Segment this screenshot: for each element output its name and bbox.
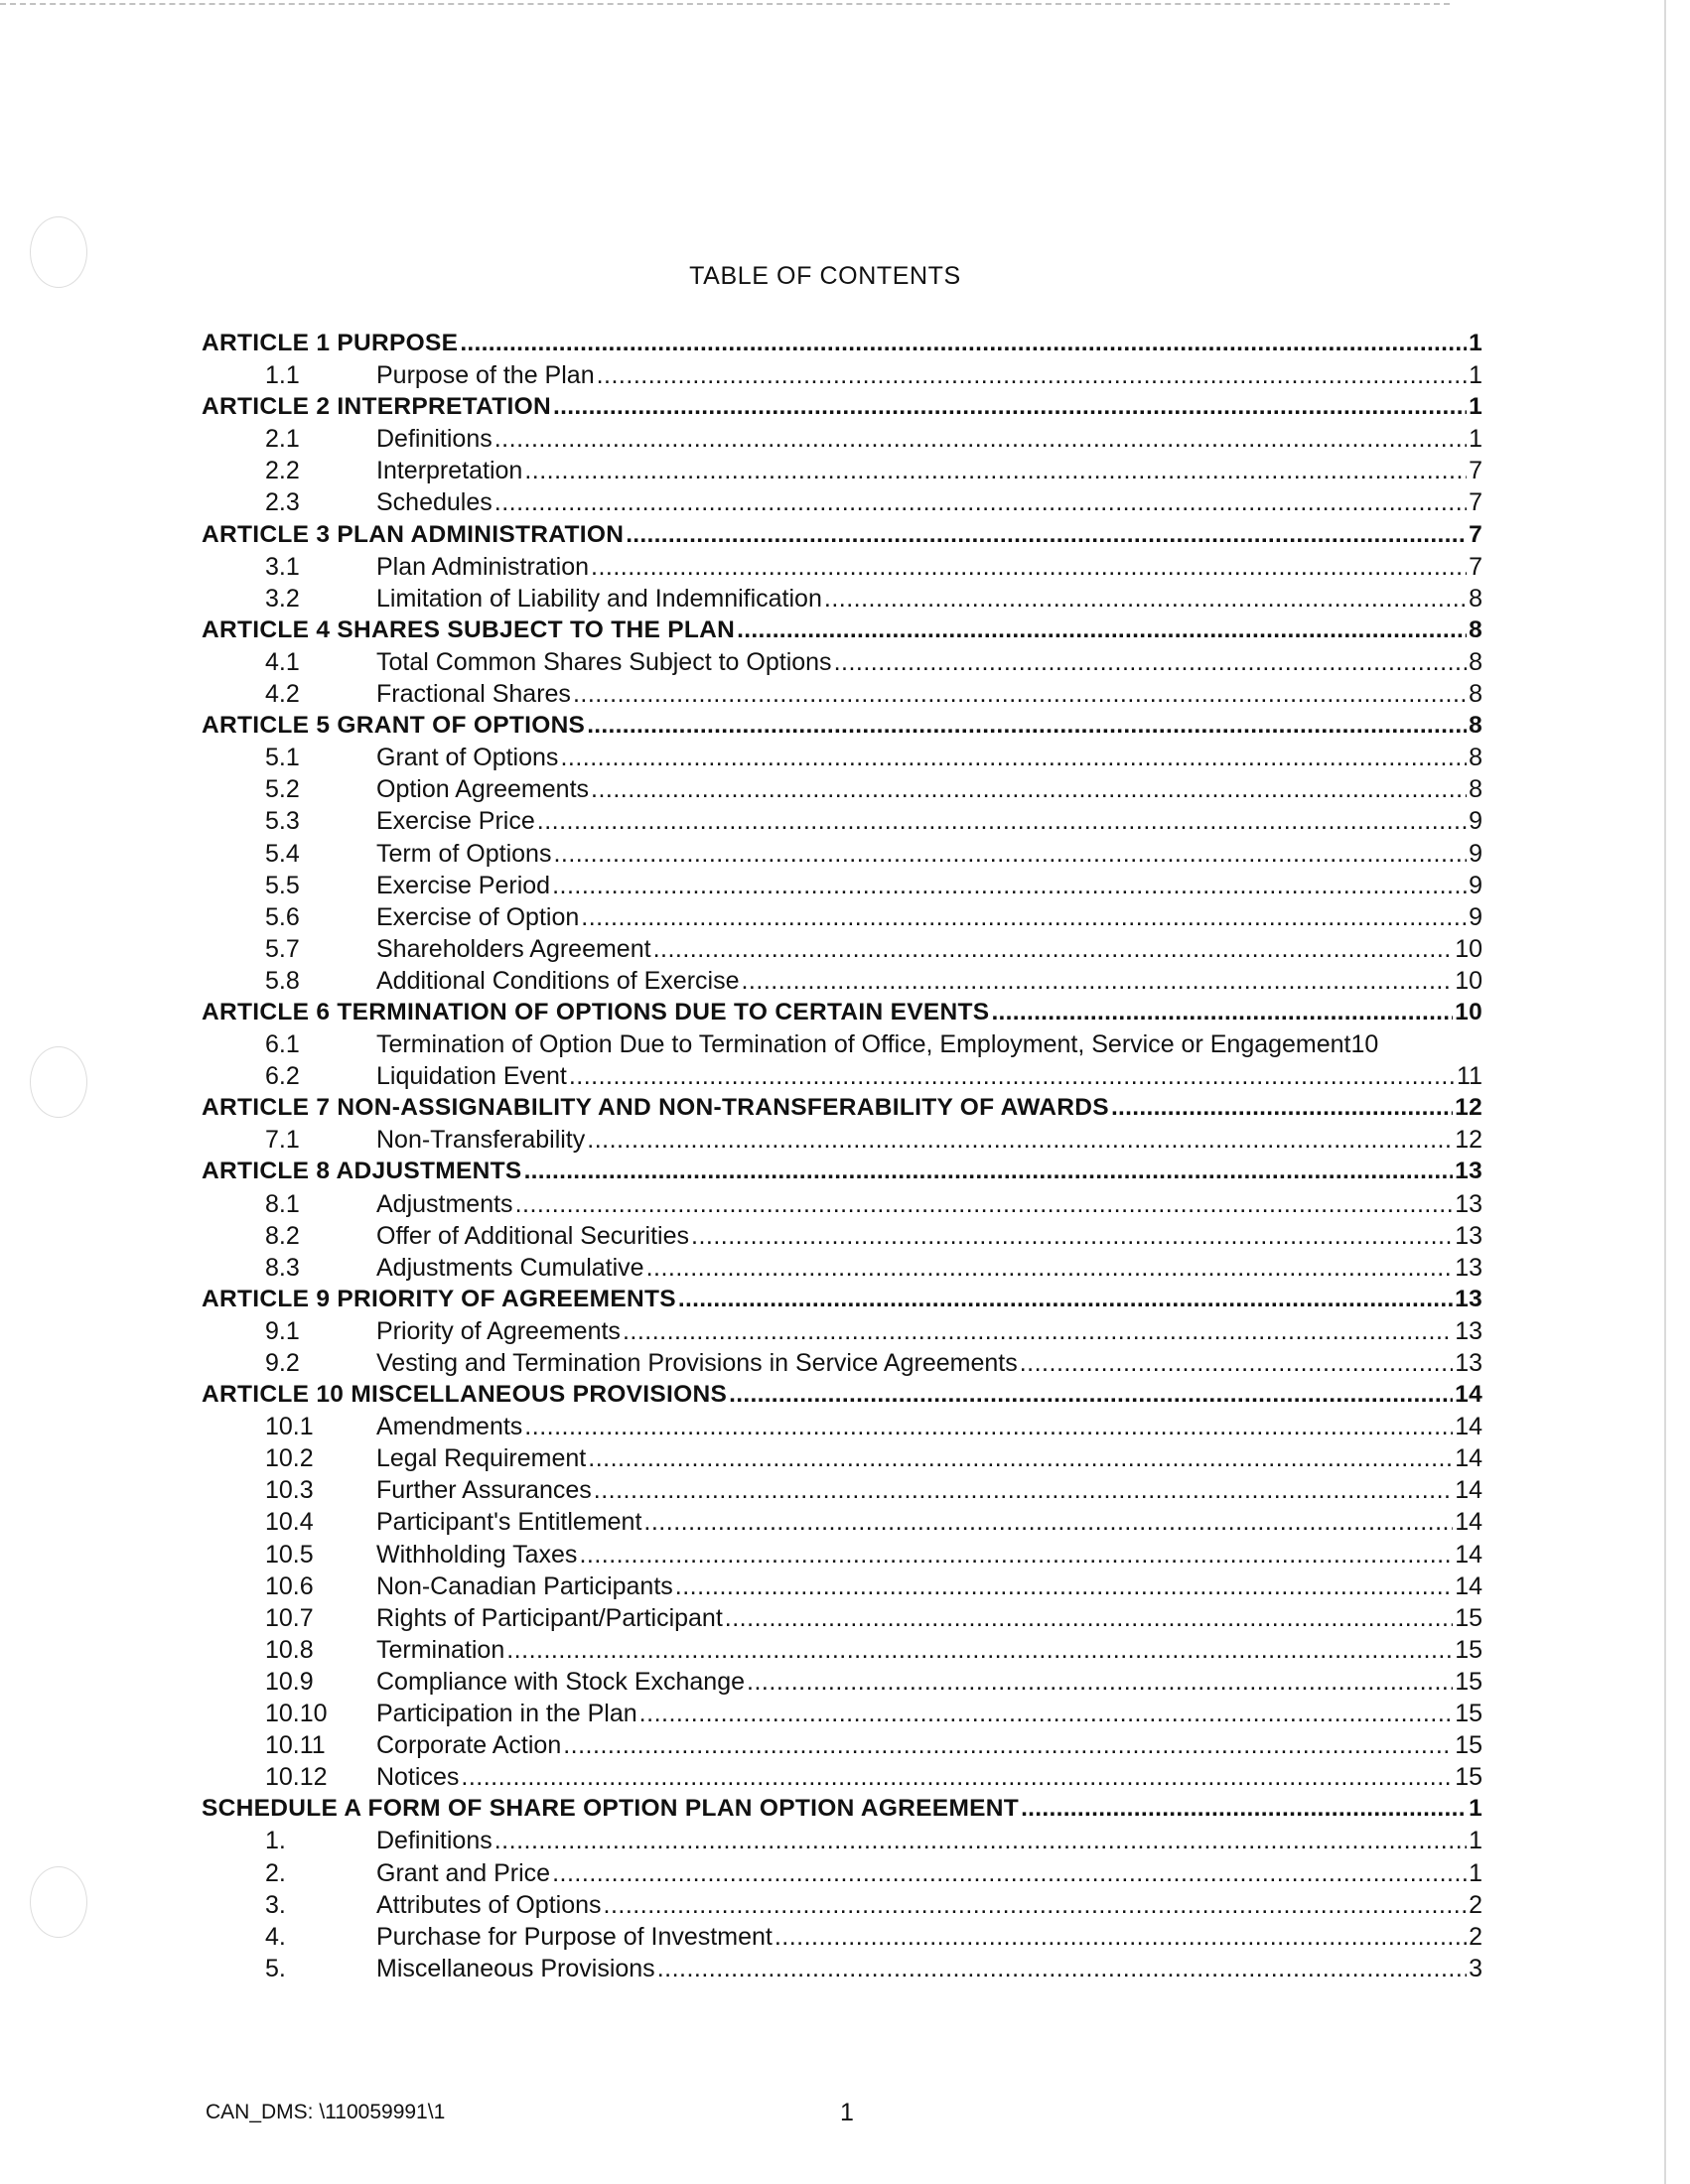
toc-page-number: 1 [1469, 425, 1482, 454]
toc-page-number: 1 [1469, 361, 1482, 390]
toc-section-entry[interactable] [202, 1666, 1482, 1698]
toc-section-title: Adjustments Cumulative [376, 1253, 644, 1282]
toc-page-number: 13 [1455, 1285, 1482, 1312]
toc-section-number: 2.1 [265, 425, 300, 454]
toc-page-number: 1 [1469, 1795, 1482, 1823]
toc-page-number: 7 [1469, 552, 1482, 581]
toc-section-entry[interactable] [202, 455, 1482, 486]
toc-section-entry[interactable] [202, 678, 1482, 710]
dot-leader [524, 1156, 1454, 1187]
toc-page-number: 12 [1455, 1126, 1482, 1155]
toc-section-number: 8.2 [265, 1221, 300, 1250]
toc-page-number: 10 [1455, 998, 1482, 1025]
dot-leader [824, 583, 1467, 614]
toc-page-number: 13 [1455, 1221, 1482, 1250]
toc-section-entry[interactable] [202, 1411, 1482, 1442]
toc-section-number: 7.1 [265, 1126, 300, 1155]
toc-page-number: 7 [1469, 488, 1482, 517]
toc-page-number: 8 [1469, 680, 1482, 709]
toc-page-number: 10 [1455, 934, 1482, 963]
dot-leader [587, 1124, 1453, 1156]
toc-page-number: 2 [1469, 1890, 1482, 1919]
toc-section-title: Vesting and Termination Provisions in Service Agreements [376, 1349, 1018, 1377]
dot-leader [591, 551, 1467, 583]
toc-section-number: 4. [265, 1922, 286, 1951]
toc-section-number: 10.10 [265, 1700, 328, 1728]
toc-page-number: 9 [1469, 902, 1482, 931]
dot-leader [569, 1060, 1455, 1092]
toc-section-entry[interactable] [202, 1825, 1482, 1856]
toc-section-entry[interactable] [202, 486, 1482, 518]
toc-section-number: 5.7 [265, 934, 300, 963]
toc-section-entry[interactable] [202, 1889, 1482, 1921]
toc-section-entry[interactable] [202, 359, 1482, 391]
dot-leader [587, 710, 1467, 742]
toc-page-number: 1 [1469, 1827, 1482, 1855]
toc-section-title: Grant and Price [376, 1858, 551, 1887]
toc-section-number: 5.1 [265, 744, 300, 772]
toc-section-number: 4.2 [265, 680, 300, 709]
toc-section-title: Exercise Period [376, 871, 551, 899]
toc-section-title: Liquidation Event [376, 1062, 567, 1091]
toc-section-title: Interpretation [376, 457, 523, 485]
dot-leader [573, 678, 1467, 710]
toc-page-number: 15 [1455, 1763, 1482, 1792]
toc-page-number: 9 [1469, 807, 1482, 836]
toc-article-entry[interactable] [202, 519, 1482, 551]
toc-section-entry[interactable] [202, 1539, 1482, 1570]
toc-section-number: 3.1 [265, 552, 300, 581]
dot-leader [524, 1411, 1453, 1442]
toc-section-title: Notices [376, 1763, 460, 1792]
toc-article-entry[interactable] [202, 1092, 1482, 1124]
toc-section-number: 5.3 [265, 807, 300, 836]
toc-section-entry[interactable] [202, 646, 1482, 678]
dot-leader [604, 1889, 1468, 1921]
toc-section-entry[interactable] [202, 1506, 1482, 1538]
toc-section-entry[interactable] [202, 1252, 1482, 1284]
toc-page-number: 14 [1455, 1381, 1482, 1409]
toc-section-title: Definitions [376, 425, 493, 454]
toc-section-number: 3. [265, 1890, 286, 1919]
toc-page-number: 1 [1469, 330, 1482, 356]
punch-hole-mark [30, 1866, 87, 1938]
toc-title: TABLE OF CONTENTS [689, 262, 961, 290]
dot-leader [461, 1761, 1453, 1793]
toc-section-title: Further Assurances [376, 1476, 592, 1505]
toc-section-entry[interactable] [202, 583, 1482, 614]
toc-page-number: 7 [1469, 520, 1482, 548]
dot-leader [563, 1729, 1453, 1761]
toc-page-number: 9 [1469, 839, 1482, 868]
toc-page-number: 13 [1455, 1158, 1482, 1185]
toc-page-number: 15 [1455, 1603, 1482, 1632]
toc-page-number: 13 [1455, 1349, 1482, 1377]
toc-section-number: 10.8 [265, 1635, 314, 1664]
toc-article-title: ARTICLE 3 PLAN ADMINISTRATION [202, 520, 625, 548]
toc-article-title: ARTICLE 4 SHARES SUBJECT TO THE PLAN [202, 615, 736, 643]
dot-leader [691, 1220, 1453, 1252]
toc-section-number: 3.2 [265, 584, 300, 613]
toc-section-title: Shareholders Agreement [376, 934, 651, 963]
toc-section-number: 10.1 [265, 1413, 314, 1441]
toc-article-entry[interactable] [202, 1284, 1482, 1315]
toc-section-entry[interactable] [202, 805, 1482, 837]
toc-section-number: 1. [265, 1827, 286, 1855]
dot-leader [515, 1188, 1454, 1220]
dot-leader [626, 519, 1467, 551]
toc-article-title: ARTICLE 9 PRIORITY OF AGREEMENTS [202, 1285, 676, 1312]
toc-section-title: Adjustments [376, 1189, 513, 1218]
dot-leader [494, 1825, 1467, 1856]
dot-leader [729, 1379, 1453, 1411]
toc-section-title: Purchase for Purpose of Investment [376, 1922, 773, 1951]
toc-section-title: Miscellaneous Provisions [376, 1954, 655, 1982]
toc-page-number: 11 [1457, 1062, 1482, 1091]
toc-section-entry[interactable] [202, 1634, 1482, 1666]
dot-leader [775, 1921, 1467, 1953]
toc-section-title: Non-Canadian Participants [376, 1571, 673, 1600]
toc-section-number: 6.1 [265, 1030, 300, 1059]
toc-section-title: Additional Conditions of Exercise [376, 966, 740, 995]
toc-section-entry[interactable] [202, 1347, 1482, 1379]
toc-article-title: ARTICLE 5 GRANT OF OPTIONS [202, 712, 586, 740]
toc-section-title: Priority of Agreements [376, 1316, 621, 1345]
dot-leader [657, 1953, 1467, 1984]
toc-section-number: 8.3 [265, 1253, 300, 1282]
toc-section-title: Amendments [376, 1413, 523, 1441]
toc-section-entry[interactable] [202, 551, 1482, 583]
toc-section-entry[interactable] [202, 1060, 1482, 1092]
dot-leader [579, 1539, 1453, 1570]
toc-section-title: Rights of Participant/Participant [376, 1603, 723, 1632]
toc-page-number: 1 [1469, 393, 1482, 421]
toc-section-number: 2.3 [265, 488, 300, 517]
toc-page-number: 15 [1455, 1700, 1482, 1728]
toc-section-title: Termination of Option Due to Termination of Office, Employment, Service or Engagement [376, 1030, 1351, 1059]
dot-leader [524, 455, 1467, 486]
scan-artifact-right-edge [1664, 0, 1666, 2184]
dot-leader [588, 1442, 1453, 1474]
dot-leader [553, 391, 1467, 423]
toc-section-entry[interactable] [202, 742, 1482, 773]
toc-article-entry[interactable] [202, 391, 1482, 423]
toc-article-entry[interactable] [202, 1379, 1482, 1411]
toc-page-number: 2 [1469, 1922, 1482, 1951]
dot-leader [460, 328, 1467, 359]
dot-leader [1021, 1793, 1467, 1825]
toc-page-number: 15 [1455, 1667, 1482, 1696]
toc-page-number: 8 [1469, 584, 1482, 613]
toc-section-entry[interactable] [202, 965, 1482, 997]
toc-section-entry[interactable] [202, 870, 1482, 901]
toc-section-number: 10.9 [265, 1667, 314, 1696]
dot-leader [725, 1602, 1453, 1634]
toc-section-number: 5. [265, 1954, 286, 1982]
toc-article-title: SCHEDULE A FORM OF SHARE OPTION PLAN OPTION AGREEMENT [202, 1795, 1020, 1823]
toc-section-entry[interactable] [202, 1921, 1482, 1953]
toc-section-number: 8.1 [265, 1189, 300, 1218]
toc-page-number: 14 [1455, 1540, 1482, 1569]
dot-leader [1020, 1347, 1453, 1379]
toc-article-title: ARTICLE 7 NON-ASSIGNABILITY AND NON-TRANSFERABILITY OF AWARDS [202, 1094, 1109, 1122]
toc-section-entry[interactable] [202, 1028, 1482, 1060]
toc-section-title: Exercise Price [376, 807, 535, 836]
toc-section-number: 5.6 [265, 902, 300, 931]
toc-section-number: 5.5 [265, 871, 300, 899]
dot-leader [591, 773, 1467, 805]
dot-leader [506, 1634, 1453, 1666]
dot-leader [741, 965, 1453, 997]
toc-page-number: 13 [1455, 1316, 1482, 1345]
toc-article-title: ARTICLE 10 MISCELLANEOUS PROVISIONS [202, 1381, 728, 1409]
footer-page-number: 1 [840, 2099, 854, 2126]
toc-section-title: Withholding Taxes [376, 1540, 578, 1569]
toc-article-entry[interactable] [202, 1156, 1482, 1187]
toc-section-title: Schedules [376, 488, 493, 517]
toc-page-number: 15 [1455, 1635, 1482, 1664]
toc-section-entry[interactable] [202, 1570, 1482, 1602]
toc-section-number: 1.1 [265, 361, 300, 390]
dot-leader [1111, 1092, 1453, 1124]
dot-leader [834, 646, 1468, 678]
toc-section-number: 5.4 [265, 839, 300, 868]
punch-hole-mark [30, 1046, 87, 1118]
scan-artifact-top-line [0, 3, 1450, 5]
toc-section-title: Definitions [376, 1827, 493, 1855]
toc-section-entry[interactable] [202, 1315, 1482, 1347]
toc-page-number: 10 [1455, 966, 1482, 995]
toc-page-number: 10 [1350, 1030, 1379, 1059]
toc-section-title: Limitation of Liability and Indemnification [376, 584, 822, 613]
toc-section-entry[interactable] [202, 1953, 1482, 1984]
toc-section-title: Total Common Shares Subject to Options [376, 647, 832, 676]
toc-section-number: 9.1 [265, 1316, 300, 1345]
toc-section-title: Exercise of Option [376, 902, 580, 931]
toc-section-entry[interactable] [202, 1602, 1482, 1634]
toc-section-title: Corporate Action [376, 1731, 562, 1760]
toc-section-number: 10.2 [265, 1444, 314, 1473]
toc-section-title: Participant's Entitlement [376, 1508, 642, 1537]
dot-leader [623, 1315, 1453, 1347]
toc-section-number: 10.4 [265, 1508, 314, 1537]
dot-leader [639, 1698, 1454, 1729]
toc-section-number: 10.11 [265, 1731, 326, 1760]
toc-article-title: ARTICLE 2 INTERPRETATION [202, 393, 552, 421]
dot-leader [747, 1666, 1453, 1698]
toc-section-entry[interactable] [202, 423, 1482, 455]
toc-section-number: 10.6 [265, 1571, 314, 1600]
dot-leader [537, 805, 1467, 837]
toc-list [202, 328, 1482, 1984]
dot-leader [675, 1570, 1453, 1602]
toc-section-title: Non-Transferability [376, 1126, 586, 1155]
dot-leader [678, 1284, 1453, 1315]
dot-leader [560, 742, 1467, 773]
toc-section-entry[interactable] [202, 1124, 1482, 1156]
toc-section-entry[interactable] [202, 1761, 1482, 1793]
toc-page-number: 14 [1455, 1508, 1482, 1537]
toc-section-number: 10.5 [265, 1540, 314, 1569]
dot-leader [653, 933, 1454, 965]
toc-section-title: Compliance with Stock Exchange [376, 1667, 746, 1696]
toc-section-entry[interactable] [202, 838, 1482, 870]
toc-page-number: 15 [1455, 1731, 1482, 1760]
toc-page-number: 9 [1469, 871, 1482, 899]
toc-page-number: 8 [1469, 647, 1482, 676]
toc-section-entry[interactable] [202, 1442, 1482, 1474]
toc-section-title: Plan Administration [376, 552, 590, 581]
dot-leader [737, 614, 1467, 646]
toc-page-number: 14 [1455, 1476, 1482, 1505]
toc-section-number: 6.2 [265, 1062, 300, 1091]
toc-page-number: 13 [1455, 1253, 1482, 1282]
toc-section-title: Purpose of the Plan [376, 361, 595, 390]
toc-page-number: 12 [1455, 1094, 1482, 1122]
toc-section-number: 10.7 [265, 1603, 314, 1632]
toc-section-number: 9.2 [265, 1349, 300, 1377]
toc-page-number: 14 [1455, 1444, 1482, 1473]
toc-section-entry[interactable] [202, 933, 1482, 965]
toc-section-entry[interactable] [202, 901, 1482, 933]
toc-page-number: 8 [1469, 712, 1482, 740]
toc-section-title: Legal Requirement [376, 1444, 587, 1473]
toc-article-title: ARTICLE 6 TERMINATION OF OPTIONS DUE TO CERTAIN EVENTS [202, 998, 990, 1025]
toc-section-title: Termination [376, 1635, 505, 1664]
dot-leader [594, 1474, 1453, 1506]
toc-section-entry[interactable] [202, 1857, 1482, 1889]
toc-section-title: Grant of Options [376, 744, 559, 772]
dot-leader [646, 1252, 1454, 1284]
toc-section-number: 10.3 [265, 1476, 314, 1505]
toc-section-number: 10.12 [265, 1763, 328, 1792]
dot-leader [643, 1506, 1453, 1538]
toc-page-number: 8 [1469, 775, 1482, 804]
dot-leader [553, 838, 1467, 870]
toc-section-title: Attributes of Options [376, 1890, 602, 1919]
toc-page-number: 14 [1455, 1413, 1482, 1441]
toc-section-entry[interactable] [202, 1698, 1482, 1729]
toc-section-entry[interactable] [202, 1474, 1482, 1506]
toc-article-entry[interactable] [202, 328, 1482, 359]
toc-page-number: 7 [1469, 457, 1482, 485]
toc-page-number: 13 [1455, 1189, 1482, 1218]
toc-section-entry[interactable] [202, 1729, 1482, 1761]
dot-leader [597, 359, 1468, 391]
toc-section-entry[interactable] [202, 1220, 1482, 1252]
toc-article-entry[interactable] [202, 614, 1482, 646]
dot-leader [581, 901, 1467, 933]
toc-article-entry[interactable] [202, 1793, 1482, 1825]
toc-section-title: Offer of Additional Securities [376, 1221, 689, 1250]
toc-page-number: 14 [1455, 1571, 1482, 1600]
toc-section-entry[interactable] [202, 1188, 1482, 1220]
toc-section-number: 2. [265, 1858, 286, 1887]
toc-section-title: Option Agreements [376, 775, 590, 804]
toc-section-number: 2.2 [265, 457, 300, 485]
toc-section-number: 4.1 [265, 647, 300, 676]
toc-article-entry[interactable] [202, 997, 1482, 1028]
dot-leader [494, 423, 1467, 455]
toc-section-title: Term of Options [376, 839, 552, 868]
toc-article-entry[interactable] [202, 710, 1482, 742]
toc-article-title: ARTICLE 1 PURPOSE [202, 330, 459, 356]
dot-leader [494, 486, 1467, 518]
dot-leader [552, 1857, 1467, 1889]
toc-page-number: 3 [1469, 1954, 1482, 1982]
toc-article-title: ARTICLE 8 ADJUSTMENTS [202, 1158, 522, 1185]
dot-leader [552, 870, 1467, 901]
toc-page-number: 8 [1469, 744, 1482, 772]
toc-section-number: 5.8 [265, 966, 300, 995]
toc-section-number: 5.2 [265, 775, 300, 804]
toc-section-entry[interactable] [202, 773, 1482, 805]
toc-section-title: Participation in the Plan [376, 1700, 637, 1728]
toc-section-title: Fractional Shares [376, 680, 571, 709]
footer-document-id: CAN_DMS: \110059991\1 [206, 2101, 446, 2123]
toc-page-number: 1 [1469, 1858, 1482, 1887]
toc-page-number: 8 [1469, 615, 1482, 643]
dot-leader [991, 997, 1453, 1028]
